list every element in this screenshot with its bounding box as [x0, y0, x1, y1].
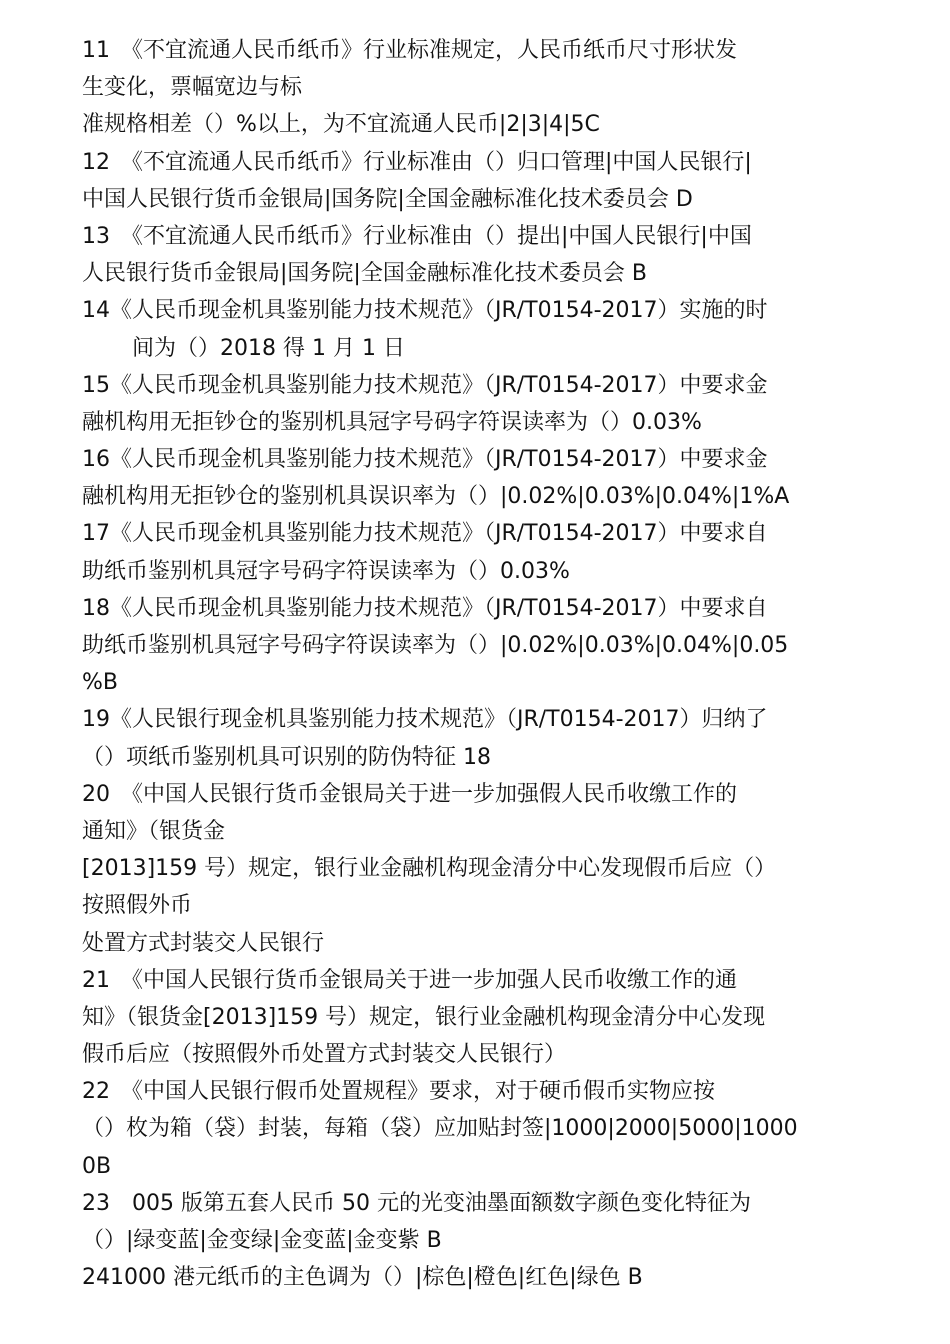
text-line: 融机构用无拒钞仓的鉴别机具冠字号码字符误读率为（）0.03%: [82, 409, 702, 435]
text-line: 人民银行货币金银局|国务院|全国金融标准化技术委员会 B: [82, 261, 647, 287]
text-line: 13 《不宜流通人民币纸币》行业标准由（）提出|中国人民银行|中国: [82, 223, 752, 249]
text-line: （）项纸币鉴别机具可识别的防伪特征 18: [82, 744, 491, 770]
text-line: 假币后应（按照假外币处置方式封装交人民银行）: [82, 1042, 567, 1068]
text-line: 22 《中国人民银行假币处置规程》要求，对于硬币假币实物应按: [82, 1079, 715, 1105]
text-line: %B: [82, 670, 118, 696]
text-line: 14《人民币现金机具鉴别能力技术规范》（JR/T0154-2017）实施的时: [82, 298, 768, 324]
text-line: 19《人民银行现金机具鉴别能力技术规范》（JR/T0154-2017）归纳了: [82, 707, 768, 733]
text-line: 生变化，票幅宽边与标: [82, 75, 303, 101]
document-body: [82, 32, 882, 1296]
text-line: 21 《中国人民银行货币金银局关于进一步加强人民币收缴工作的通: [82, 967, 737, 993]
text-line: 助纸币鉴别机具冠字号码字符误读率为（）0.03%: [82, 558, 570, 584]
text-line: 11 《不宜流通人民币纸币》行业标准规定，人民币纸币尺寸形状发: [82, 38, 737, 63]
text-line: 0B: [82, 1153, 112, 1179]
text-line: 15《人民币现金机具鉴别能力技术规范》（JR/T0154-2017）中要求金: [82, 372, 768, 398]
text-line: （）|绿变蓝|金变绿|金变蓝|金变紫 B: [82, 1228, 442, 1253]
text-line: 23 005 版第五套人民币 50 元的光变油墨面额数字颜色变化特征为: [82, 1190, 751, 1216]
text-line: 16《人民币现金机具鉴别能力技术规范》（JR/T0154-2017）中要求金: [82, 447, 768, 473]
text-line: 间为（）2018 得 1 月 1 日: [132, 335, 405, 361]
text-line: 按照假外币: [82, 893, 193, 919]
text-line: 17《人民币现金机具鉴别能力技术规范》（JR/T0154-2017）中要求自: [82, 521, 768, 547]
text-line: 12 《不宜流通人民币纸币》行业标准由（）归口管理|中国人民银行|: [82, 149, 752, 175]
text-line: 241000 港元纸币的主色调为（）|棕色|橙色|红色|绿色 B: [82, 1265, 643, 1291]
text-line: [2013]159 号）规定，银行业金融机构现金清分中心发现假币后应（）: [82, 856, 777, 882]
text-line: 处置方式封装交人民银行: [82, 930, 325, 956]
text-line: 准规格相差（）%以上，为不宜流通人民币|2|3|4|5C: [82, 112, 600, 138]
text-line: 融机构用无拒钞仓的鉴别机具误识率为（）|0.02%|0.03%|0.04%|1%A: [82, 484, 790, 510]
text-line: 18《人民币现金机具鉴别能力技术规范》（JR/T0154-2017）中要求自: [82, 595, 768, 621]
text-line: 助纸币鉴别机具冠字号码字符误读率为（）|0.02%|0.03%|0.04%|0.05: [82, 633, 789, 658]
text-line: 通知》（银货金: [82, 818, 226, 844]
text-line: 中国人民银行货币金银局|国务院|全国金融标准化技术委员会 D: [82, 186, 693, 212]
text-line: （）枚为箱（袋）封装，每箱（袋）应加贴封签|1000|2000|5000|1000: [82, 1116, 798, 1142]
text-line: 知》（银货金[2013]159 号）规定，银行业金融机构现金清分中心发现: [82, 1004, 766, 1030]
text-line: 20 《中国人民银行货币金银局关于进一步加强假人民币收缴工作的: [82, 781, 737, 807]
